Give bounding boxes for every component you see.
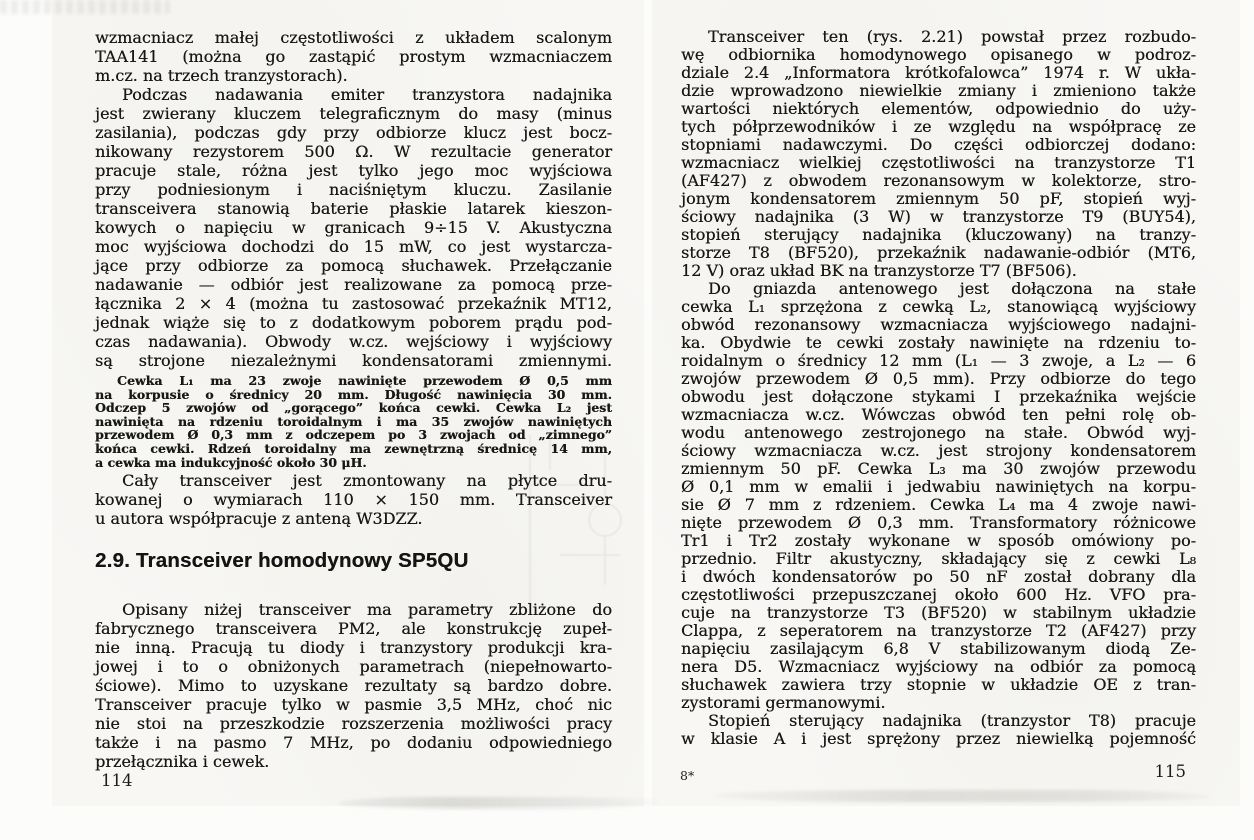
text-line: transceivera stanowią baterie płaskie latarek kieszon- bbox=[95, 199, 612, 218]
text-line: cewka L₁ sprzężona z cewką L₂, stanowiącą wyjściowy bbox=[681, 297, 1196, 316]
text-line: moc wyjściowa dochodzi do 15 mW, co jest wystarcza- bbox=[95, 237, 612, 256]
text-line: zystorami germanowymi. bbox=[681, 693, 886, 712]
text-line: ściowe). Mimo to uzyskane rezultaty są bardzo dobre. bbox=[95, 676, 612, 696]
text-line: Ø 0,1 mm w emalii i jedwabiu nawiniętych na korpu- bbox=[681, 477, 1196, 496]
text-line: sie Ø 7 mm z rdzeniem. Cewka L₄ ma 4 zwoje nawi- bbox=[681, 495, 1196, 514]
section-heading-2-9: 2.9. Transceiver homodynowy SP5QU bbox=[95, 549, 469, 573]
paragraph-driver-stage bbox=[681, 712, 1196, 748]
text-line: są strojone niezależnymi kondensatorami zmiennymi. bbox=[95, 351, 612, 370]
text-line: fabrycznego transceivera PM2, ale konstrukcję zupeł- bbox=[95, 619, 612, 639]
text-line: dzie wprowadzono niewielkie zmiany i zmieniono także bbox=[681, 81, 1196, 100]
text-line: jące przy odbiorze za pomocą słuchawek. Przełączanie bbox=[95, 256, 612, 275]
text-line: jonym kondensatorem zmiennym 50 pF, stopień wyj- bbox=[681, 189, 1196, 208]
text-line: (AF427) z obwodem rezonansowym w kolektorze, stro- bbox=[681, 171, 1196, 190]
text-line: TAA141 (można go zastąpić prostym wzmacniaczem bbox=[95, 47, 612, 66]
paragraph-antenna-circuits bbox=[681, 280, 1196, 712]
coil-specification-small-print bbox=[95, 374, 612, 469]
text-line: napięciu zasilającym 6,8 V stabilizowanym diodą Ze- bbox=[681, 639, 1196, 658]
text-line: Stopień sterujący nadajnika (tranzystor T8) pracuje bbox=[708, 711, 1196, 730]
paragraph-sp5qu-intro bbox=[95, 600, 612, 771]
text-line: cuje na tranzystorze T3 (BF520) w stabilnym układzie bbox=[681, 603, 1196, 622]
text-line: częstotliwości przepuszczanej około 600 Hz. VFO pra- bbox=[681, 585, 1196, 604]
text-line: zmiennym 50 pF. Cewka L₃ ma 30 zwojów przewodu bbox=[681, 459, 1196, 478]
page-right-text-column bbox=[681, 28, 1196, 748]
text-line: nadawanie — odbiór jest realizowane za pomocą prze- bbox=[95, 275, 612, 294]
text-line: na korpusie o średnicy 20 mm. Długość nawinięcia 30 mm. bbox=[95, 386, 612, 402]
text-line: Transceiver pracuje tylko w pasmie 3,5 MHz, choć nic bbox=[95, 695, 612, 715]
paragraph-keying-power-supply bbox=[95, 85, 612, 370]
text-line: nera D5. Wzmacniacz wyjściowy na odbiór za pomocą bbox=[681, 657, 1196, 676]
paragraph-af-amplifier-continuation bbox=[95, 28, 612, 85]
text-line: storze T8 (BF520), przekaźnik nadawanie-odbiór (MT6, bbox=[681, 243, 1196, 262]
text-line: końca cewki. Rdzeń toroidalny ma zewnętrzną średnicę 14 mm, bbox=[95, 440, 612, 456]
text-line: jest zwierany kluczem telegraficznym do masy (minus bbox=[95, 104, 612, 123]
text-line: nikowany rezystorem 500 Ω. W rezultacie generator bbox=[95, 142, 612, 161]
text-line: słuchawek zawiera trzy stopnie w układzie OE z tran- bbox=[681, 675, 1196, 694]
text-line: i dwóch kondensatorów po 50 nF został dobrany dla bbox=[681, 567, 1196, 586]
text-line: m.cz. na trzech tranzystorach). bbox=[95, 66, 348, 85]
text-line: nięte przewodem Ø 0,3 mm. Transformatory różnicowe bbox=[681, 513, 1196, 532]
text-line: Do gniazda antenowego jest dołączona na stałe bbox=[708, 279, 1196, 298]
text-line: u autora współpracuje z anteną W3DZZ. bbox=[95, 509, 423, 529]
text-line: nawinięta na rdzeniu toroidalnym i ma 35 zwojów nawiniętych bbox=[95, 413, 612, 429]
paragraph-pcb-antenna bbox=[95, 471, 612, 528]
text-line: tych półprzewodników i ze względu na współpracę ze bbox=[681, 117, 1196, 136]
bleedthrough-text-smudge bbox=[0, 0, 170, 14]
text-line: wzmacniacza w.cz. Wówczas obwód ten pełni rolę ob- bbox=[681, 405, 1196, 424]
text-line: nie inną. Pracują tu diody i tranzystory produkcji kra- bbox=[95, 638, 612, 658]
text-line: kowanej o wymiarach 110 × 150 mm. Transceiver bbox=[95, 490, 612, 510]
text-line: wodu antenowego zestrojonego na stałe. Obwód wyj- bbox=[681, 423, 1196, 442]
text-line: Cały transceiver jest zmontowany na płytce dru- bbox=[122, 471, 612, 491]
text-line: także i na pasmo 7 MHz, po dodaniu odpowiedniego bbox=[95, 733, 612, 753]
text-line: nie stoi na przeszkodzie rozszerzenia możliwości pracy bbox=[95, 714, 612, 734]
text-line: dziale 2.4 „Informatora krótkofalowca” 1974 r. W ukła- bbox=[681, 63, 1196, 82]
text-line: przełącznika i cewek. bbox=[95, 752, 270, 772]
text-line: przewodem Ø 0,3 mm z odczepem po 3 zwojach od „zimnego” bbox=[95, 427, 612, 443]
text-line: wę odbiornika homodynowego opisanego w podroz- bbox=[681, 45, 1196, 64]
text-line: stopień sterujący nadajnika (kluczowany) na tranzy- bbox=[681, 225, 1196, 244]
text-line: stopniami nadawczymi. Do części odbiorczej dodano: bbox=[681, 135, 1196, 154]
signature-mark: 8* bbox=[680, 768, 695, 783]
text-line: przednio. Filtr akustyczny, składający się z cewki L₈ bbox=[681, 549, 1196, 568]
text-line: łącznika 2 × 4 (można tu zastosować przekaźnik MT12, bbox=[95, 294, 612, 313]
page-number-left: 114 bbox=[101, 771, 133, 790]
text-line: Podczas nadawania emiter tranzystora nadajnika bbox=[122, 85, 612, 104]
text-line: jowej i to o obniżonych parametrach (niepełnowarto- bbox=[95, 657, 612, 677]
paragraph-transceiver-overview bbox=[681, 28, 1196, 280]
text-line: obwodu jest dołączone stykami I przekaźnika wejście bbox=[681, 387, 1196, 406]
text-line: w klasie A i jest sprężony przez niewielką pojemność bbox=[681, 729, 1196, 748]
text-line: Tr1 i Tr2 zostały wykonane w sposób omówiony po- bbox=[681, 531, 1196, 550]
text-line: czas nadawania). Obwody w.cz. wejściowy i wyjściowy bbox=[95, 332, 612, 351]
text-line: Odczep 5 zwojów od „gorącego” końca cewki. Cewka L₂ jest bbox=[95, 400, 612, 416]
text-line: wzmacniacz małej częstotliwości z układem scalonym bbox=[95, 28, 612, 47]
text-line: Opisany niżej transceiver ma parametry zbliżone do bbox=[122, 600, 612, 620]
text-line: przy podniesionym i naciśniętym kluczu. Zasilanie bbox=[95, 180, 612, 199]
text-line: Transceiver ten (rys. 2.21) powstał przez rozbudo- bbox=[708, 27, 1196, 46]
text-line: jednak wiąże się to z dodatkowym poborem prądu pod- bbox=[95, 313, 612, 332]
text-line: wartości niektórych elementów, odpowiednio do uży- bbox=[681, 99, 1196, 118]
text-line: Cewka L₁ ma 23 zwoje nawinięte przewodem Ø 0,5 mm bbox=[117, 373, 612, 388]
text-line: pracuje stale, różna jest tylko jego moc wyjściowa bbox=[95, 161, 612, 180]
text-line: zwojów przewodem Ø 0,5 mm). Przy odbiorze do tego bbox=[681, 369, 1196, 388]
text-line: ka. Obydwie te cewki zostały nawinięte na rdzeniu to- bbox=[681, 333, 1196, 352]
text-line: roidalnym o średnicy 12 mm (L₁ — 3 zwoje, a L₂ — 6 bbox=[681, 351, 1196, 370]
text-line: zasilania), podczas gdy przy odbiorze klucz jest bocz- bbox=[95, 123, 612, 142]
text-line: obwód rezonansowy wzmacniacza wyjściowego nadajni- bbox=[681, 315, 1196, 334]
page-number-right: 115 bbox=[1154, 762, 1186, 781]
text-line: 12 V) oraz układ BK na tranzystorze T7 (BF506). bbox=[681, 261, 1077, 280]
text-line: wzmacniacz wielkiej częstotliwości na tranzystorze T1 bbox=[681, 153, 1196, 172]
text-line: kowych o napięciu w granicach 9÷15 V. Akustyczna bbox=[95, 218, 612, 237]
page-left-text-column bbox=[95, 28, 612, 771]
text-line: ściowy nadajnika (3 W) w tranzystorze T9 (BUY54), bbox=[681, 207, 1196, 226]
text-line: a cewka ma indukcyjność około 30 μH. bbox=[95, 454, 367, 470]
text-line: ściowy wzmacniacza w.cz. jest strojony kondensatorem bbox=[681, 441, 1196, 460]
text-line: Clappa, z seperatorem na tranzystorze T2 (AF427) przy bbox=[681, 621, 1196, 640]
